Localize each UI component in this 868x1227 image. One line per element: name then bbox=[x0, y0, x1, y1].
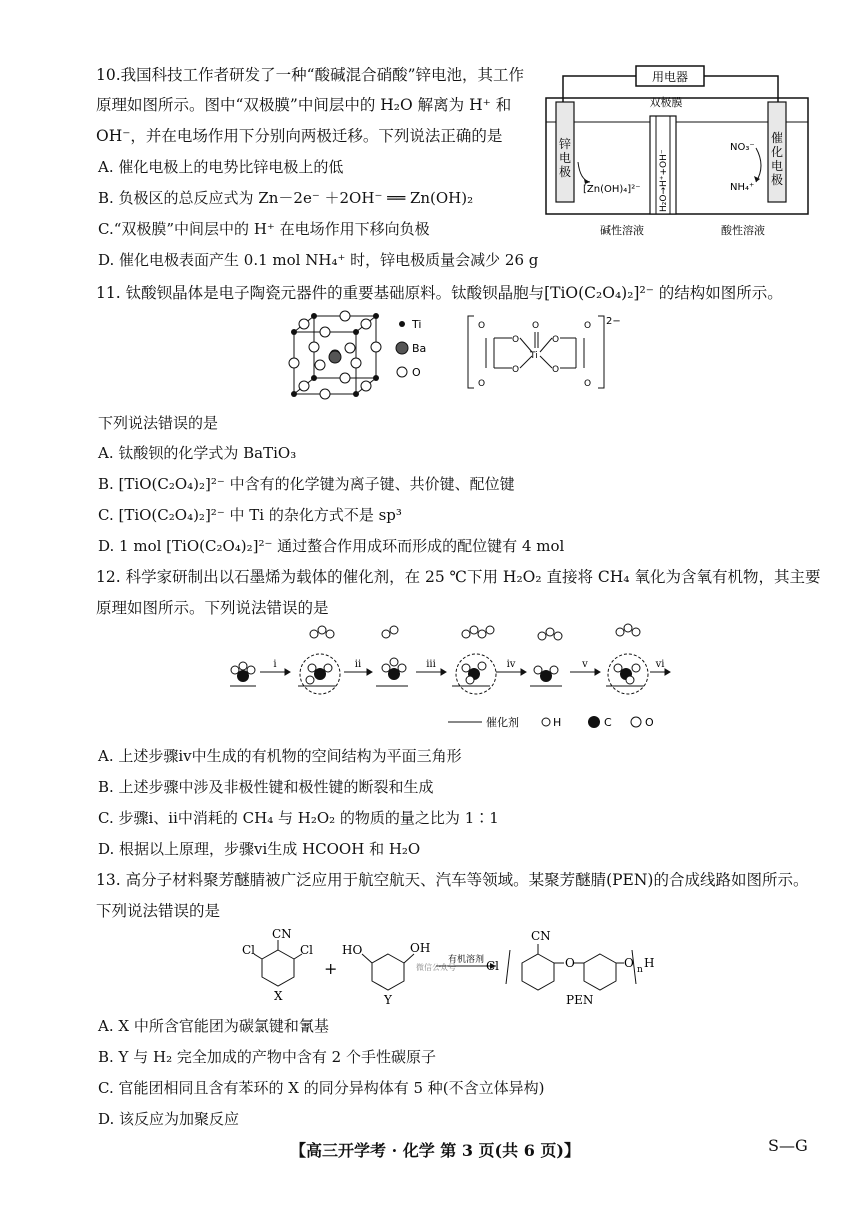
q13-option-d[interactable]: D. 该反应为加聚反应 bbox=[98, 1110, 240, 1128]
step-iv-label: iv bbox=[506, 659, 516, 670]
pen-n-subscript: n bbox=[637, 965, 643, 975]
q12-option-d[interactable]: D. 根据以上原理，步骤ⅵ生成 HCOOH 和 H₂O bbox=[98, 840, 421, 858]
load-label: 用电器 bbox=[651, 70, 689, 84]
x-cl-right-label: Cl bbox=[300, 943, 314, 957]
svg-text:O: O bbox=[584, 321, 592, 331]
membrane-label: 双极膜 bbox=[649, 96, 683, 109]
step-iii-label: iii bbox=[426, 659, 436, 670]
svg-text:O: O bbox=[584, 379, 592, 389]
svg-text:O: O bbox=[512, 335, 520, 345]
catalytic-electrode-label: 催化电极 bbox=[771, 131, 784, 187]
step-i-label: i bbox=[273, 659, 277, 670]
y-ho-label: HO bbox=[342, 943, 363, 957]
q10-option-b[interactable]: B. 负极区的总反应式为 Zn－2e⁻ ＋2OH⁻ ══ Zn(OH)₂ bbox=[98, 189, 474, 207]
c-legend-label: C bbox=[604, 716, 612, 729]
watermark-text: 微信公众号 bbox=[416, 963, 456, 972]
q10-stem-line1: 10.我国科技工作者研发了一种“酸碱混合硝酸”锌电池，其工作 bbox=[96, 66, 525, 84]
alkaline-label: 碱性溶液 bbox=[600, 224, 644, 237]
catalyst-legend-label: 催化剂 bbox=[486, 716, 519, 729]
pen-label: PEN bbox=[566, 993, 594, 1007]
svg-text:O: O bbox=[552, 335, 560, 345]
q13-option-c[interactable]: C. 官能团相同且含有苯环的 X 的同分异构体有 5 种(不含立体异构) bbox=[98, 1079, 545, 1097]
svg-text:O: O bbox=[532, 321, 540, 331]
q13-stem-line2: 下列说法错误的是 bbox=[96, 902, 221, 920]
o-legend-label: O bbox=[645, 716, 654, 729]
complex-charge: 2− bbox=[606, 316, 621, 327]
pen-h-end: H bbox=[644, 956, 655, 970]
ti-legend-dot bbox=[399, 321, 405, 327]
ba-atom bbox=[329, 351, 341, 363]
plus-sign: + bbox=[324, 959, 338, 978]
q12-stem-line2: 原理如图所示。下列说法错误的是 bbox=[96, 599, 329, 617]
pen-o-link: O bbox=[565, 956, 575, 970]
y-oh-label: OH bbox=[410, 941, 431, 955]
pen-o-end: O bbox=[624, 956, 634, 970]
membrane-species: H₂O→H⁺+OH⁻ bbox=[659, 149, 669, 212]
q10-option-a[interactable]: A. 催化电极上的电势比锌电极上的低 bbox=[98, 158, 344, 176]
pen-cl-end: Cl bbox=[486, 959, 500, 973]
paper-code: S—G bbox=[768, 1136, 808, 1155]
ba-legend-dot bbox=[396, 342, 408, 354]
q12-option-a[interactable]: A. 上述步骤ⅳ中生成的有机物的空间结构为平面三角形 bbox=[98, 747, 462, 765]
q10-option-d[interactable]: D. 催化电极表面产生 0.1 mol NH₄⁺ 时，锌电极质量会减少 26 g bbox=[98, 251, 539, 269]
ti-center-label: Ti bbox=[530, 351, 538, 361]
svg-text:O: O bbox=[552, 365, 560, 375]
o-legend-dot bbox=[397, 367, 407, 377]
unit-cell-diagram bbox=[282, 310, 462, 400]
x-label: X bbox=[274, 989, 283, 1003]
svg-text:O: O bbox=[478, 321, 486, 331]
ammonium-species: NH₄⁺ bbox=[730, 182, 755, 193]
q11-option-d[interactable]: D. 1 mol [TiO(C₂O₄)₂]²⁻ 通过螯合作用成环而形成的配位键有 4 mol bbox=[98, 537, 565, 555]
nitrate-species: NO₃⁻ bbox=[730, 142, 755, 153]
q11-stem: 11. 钛酸钡晶体是电子陶瓷元器件的重要基础原料。钛酸钡晶胞与[TiO(C₂O₄)₂]²⁻ 的结构如图所示。 bbox=[96, 284, 783, 302]
step-v-label: v bbox=[582, 659, 588, 670]
h-legend-label: H bbox=[553, 716, 562, 729]
battery-diagram bbox=[538, 62, 816, 242]
svg-text:O: O bbox=[512, 365, 520, 375]
svg-text:O: O bbox=[478, 379, 486, 389]
synthesis-route-diagram bbox=[238, 924, 668, 1014]
y-label: Y bbox=[384, 993, 392, 1007]
zinc-electrode-label: 锌电极 bbox=[559, 137, 572, 179]
q12-stem-line1: 12. 科学家研制出以石墨烯为载体的催化剂，在 25 ℃下用 H₂O₂ 直接将 CH₄ 氧化为含氧有机物，其主要 bbox=[96, 568, 821, 586]
q11-option-b[interactable]: B. [TiO(C₂O₄)₂]²⁻ 中含有的化学键为离子键、共价键、配位键 bbox=[98, 475, 515, 493]
ti-legend-label: Ti bbox=[412, 318, 422, 331]
page-footer: 【高三开学考 · 化学 第 3 页(共 6 页)】 bbox=[290, 1141, 580, 1160]
q10-option-c[interactable]: C.“双极膜”中间层中的 H⁺ 在电场作用下移向负极 bbox=[98, 220, 430, 238]
q13-stem-line1: 13. 高分子材料聚芳醚腈被广泛应用于航空航天、汽车等领域。某聚芳醚腈(PEN)的合成线路如图所示。 bbox=[96, 871, 809, 889]
q13-option-b[interactable]: B. Y 与 H₂ 完全加成的产物中含有 2 个手性碳原子 bbox=[98, 1048, 436, 1066]
q11-option-a[interactable]: A. 钛酸钡的化学式为 BaTiO₃ bbox=[98, 444, 297, 462]
q12-option-c[interactable]: C. 步骤ⅰ、ⅱ中消耗的 CH₄ 与 H₂O₂ 的物质的量之比为 1∶1 bbox=[98, 809, 499, 827]
zincate-species: [Zn(OH)₄]²⁻ bbox=[583, 184, 641, 195]
q12-option-b[interactable]: B. 上述步骤中涉及非极性键和极性键的断裂和生成 bbox=[98, 778, 434, 796]
reaction-mechanism-diagram bbox=[226, 622, 674, 734]
ba-legend-label: Ba bbox=[412, 342, 427, 355]
pen-cn-label: CN bbox=[531, 929, 551, 943]
x-cn-label: CN bbox=[272, 927, 292, 941]
complex-structure-diagram bbox=[466, 312, 626, 392]
q11-question: 下列说法错误的是 bbox=[98, 414, 219, 432]
reagent-label: 有机溶剂 bbox=[448, 955, 485, 965]
q10-stem-line3: OH⁻，并在电场作用下分别向两极迁移。下列说法正确的是 bbox=[96, 127, 503, 145]
q10-stem-line2: 原理如图所示。图中“双极膜”中间层中的 H₂O 解离为 H⁺ 和 bbox=[96, 96, 512, 114]
x-cl-left-label: Cl bbox=[242, 943, 256, 957]
step-ii-label: ii bbox=[354, 659, 362, 670]
q11-option-c[interactable]: C. [TiO(C₂O₄)₂]²⁻ 中 Ti 的杂化方式不是 sp³ bbox=[98, 506, 402, 524]
q13-option-a[interactable]: A. X 中所含官能团为碳氯键和氰基 bbox=[98, 1017, 329, 1035]
acidic-label: 酸性溶液 bbox=[721, 224, 765, 237]
o-legend-label: O bbox=[412, 366, 421, 379]
step-vi-label: vi bbox=[655, 659, 665, 670]
